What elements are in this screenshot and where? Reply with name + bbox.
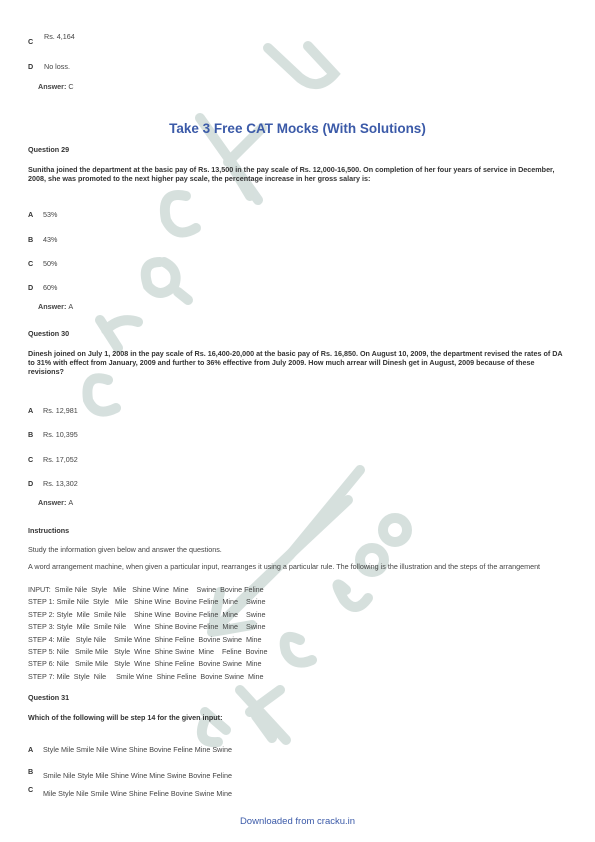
answer-value: A (68, 498, 74, 507)
option-letter: B (28, 767, 34, 776)
answer-line (38, 302, 73, 311)
option-letter: C (28, 455, 34, 464)
question-text: Dinesh joined on July 1, 2008 in the pay scale of Rs. 16,400-20,000 at the basic pay of Rs. 16,850. On August 10, 2009, the department revised the rates of DA to 31% with effect from January, 2009 and further to 36% effective from July 2009. How much arrear will Dinesh get in August, 2009 because of these revisions? (28, 349, 563, 376)
download-source-link[interactable]: Downloaded from cracku.in (239, 816, 356, 827)
question-text: Which of the following will be step 14 for the given input: (28, 713, 223, 722)
question-title: Question 29 (28, 145, 70, 154)
answer-label: Answer: (38, 82, 67, 91)
option-text: Mile Style Nile Smile Wine Shine Feline Bovine Swine Mine (43, 789, 232, 798)
option-letter: D (28, 479, 34, 488)
answer-line (38, 82, 74, 91)
option-letter: D (28, 62, 34, 71)
answer-value: A (68, 302, 74, 311)
arrangement-steps: INPUT: Smile Nile Style Mile Shine Wine Mine Swine Bovine Feline STEP 1: Smile Nile Style Mile Shine Wine Bovine Feline Mine Swine STEP 2: Style Mile Smile Nile Shine Wine Bovine Feline Mine Swine STEP 3: Style Mile Smile Nile Wine Shine Bovine Feline Mine Swine STEP 4: Mile Style Nile Smile Wine Shine Feline Bovine Swine Mine STEP 5: Nile Smile Mile Style Wine Shine Swine Mine Feline Bovine STEP 6: Nile Smile Mile Style Wine Shine Feline Bovine Swine Mine STEP 7: Mile Style Nile Smile Wine Shine Feline Bovine Swine Mine (28, 585, 268, 681)
answer-line (38, 498, 73, 507)
answer-label: Answer: (38, 498, 67, 507)
option-text: 43% (43, 235, 58, 244)
answer-value: C (68, 82, 74, 91)
option-letter: A (28, 210, 34, 219)
option-letter: D (28, 283, 34, 292)
option-text: 50% (43, 259, 58, 268)
option-letter: C (28, 785, 34, 794)
option-text: Rs. 10,395 (43, 430, 78, 439)
question-text: Sunitha joined the department at the basic pay of Rs. 13,500 in the pay scale of Rs. 12,000-16,500. On completion of her four years of service in December, 2008, she was promoted to the next higher pay scale, the percentage increase in her gross salary is: (28, 165, 555, 183)
option-letter: A (28, 745, 34, 754)
option-text: Style Mile Smile Nile Wine Shine Bovine Feline Mine Swine (43, 745, 232, 754)
instructions-title: Instructions (28, 526, 70, 535)
option-text: Rs. 17,052 (43, 455, 78, 464)
option-text: Rs. 12,981 (43, 406, 78, 415)
mock-banner-link[interactable]: Take 3 Free CAT Mocks (With Solutions) (169, 121, 426, 136)
option-text: Rs. 13,302 (43, 479, 78, 488)
option-letter: A (28, 406, 34, 415)
option-text: No loss. (44, 62, 70, 71)
option-text: Rs. 4,164 (44, 32, 75, 41)
option-text: 53% (43, 210, 58, 219)
question-title: Question 31 (28, 693, 70, 702)
option-letter: B (28, 430, 34, 439)
instructions-text: Study the information given below and answer the questions. (28, 545, 222, 554)
instructions-text: A word arrangement machine, when given a particular input, rearranges it using a particular rule. The following is the illustration and the steps of the arrangement (28, 562, 541, 571)
answer-label: Answer: (38, 302, 67, 311)
question-title: Question 30 (28, 329, 70, 338)
option-text: 60% (43, 283, 58, 292)
option-letter: C (28, 259, 34, 268)
option-letter: B (28, 235, 34, 244)
option-text: Smile Nile Style Mile Shine Wine Mine Swine Bovine Feline (43, 771, 232, 780)
option-letter: C (28, 37, 34, 46)
